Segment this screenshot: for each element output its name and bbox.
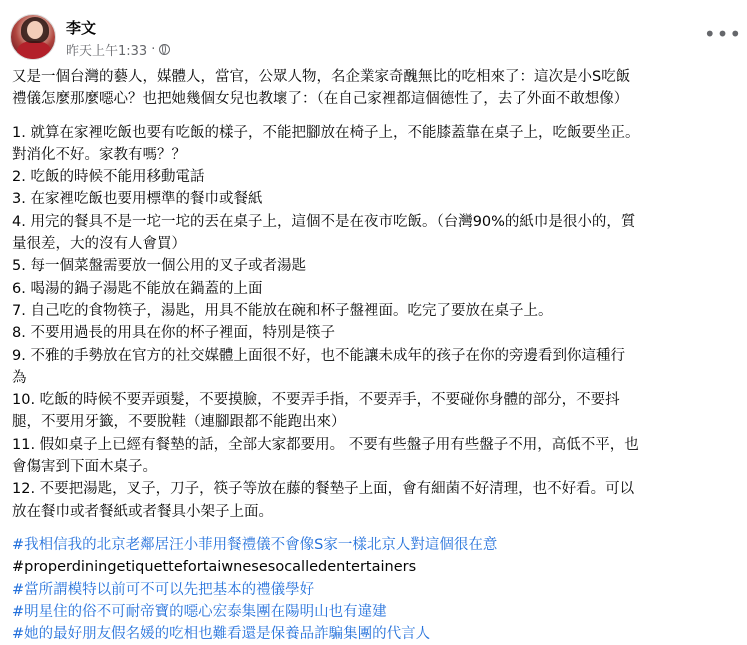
- list-item: 為: [12, 369, 27, 386]
- text-line: 禮儀怎麼那麼噁心？也把她幾個女兒也教壞了：（在自己家裡都這個德性了，去了外面不敢想像）: [12, 91, 629, 108]
- list-item: 3. 在家裡吃飯也要用標準的餐巾或餐紙: [12, 191, 263, 208]
- list-item: 12. 不要把湯匙，叉子，刀子，筷子等放在藤的餐墊子上面，會有細菌不好清理，也不好看。可以: [12, 481, 635, 498]
- post-header: [10, 8, 743, 64]
- list-item: 11. 假如桌子上已經有餐墊的話，全部大家都要用。 不要有些盤子用有些盤子不用，高低不平，也: [12, 436, 639, 453]
- hashtag-link[interactable]: #明星住的俗不可耐帝寶的噁心宏泰集團在陽明山也有違建: [12, 603, 387, 620]
- list-item: 10. 吃飯的時候不要弄頭髮，不要摸臉，不要弄手指，不要弄手，不要碰你身體的部分，不要抖: [12, 392, 620, 409]
- list-item: 量很差，大的沒有人會買）: [12, 236, 186, 253]
- rules-list: [12, 122, 732, 523]
- hashtag-text: #properdiningetiquettefortaiwnesesocalledentertainers: [12, 559, 417, 576]
- meta-separator: ·: [151, 42, 156, 57]
- hashtag-link[interactable]: #她的最好朋友假名媛的吃相也難看還是保養品詐騙集團的代言人: [12, 626, 431, 643]
- list-item: 1. 就算在家裡吃飯也要有吃飯的樣子，不能把腳放在椅子上，不能膝蓋靠在桌子上，吃飯要坐正。: [12, 124, 640, 141]
- list-item: 6. 喝湯的鍋子湯匙不能放在鍋蓋的上面: [12, 280, 263, 297]
- ellipsis-icon[interactable]: •••: [703, 22, 743, 46]
- list-item: 4. 用完的餐具不是一坨一坨的丟在桌子上，這個不是在夜市吃飯。（台灣90%的紙巾是很小的，質: [12, 213, 636, 230]
- post-body: [12, 66, 732, 645]
- intro-paragraph: [12, 66, 732, 111]
- hashtag-list: [12, 534, 732, 645]
- text-line: 又是一個台灣的藝人，媒體人，當官，公眾人物，名企業家奇醜無比的吃相來了：這次是小S吃飯: [12, 69, 631, 85]
- hashtag-link[interactable]: #當所謂模特以前可不可以先把基本的禮儀學好: [12, 581, 315, 598]
- author-name[interactable]: 李文: [66, 19, 97, 37]
- hashtag-link[interactable]: #我相信我的北京老鄰居汪小菲用餐禮儀不會像S家一樣北京人對這個很在意: [12, 536, 498, 553]
- list-item: 7. 自己吃的食物筷子，湯匙，用具不能放在碗和杯子盤裡面。吃完了要放在桌子上。: [12, 302, 553, 319]
- list-item: 8. 不要用過長的用具在你的杯子裡面，特別是筷子: [12, 325, 335, 342]
- list-item: 5. 每一個菜盤需要放一個公用的叉子或者湯匙: [12, 258, 306, 275]
- post-timestamp[interactable]: 昨天上午1:33: [66, 44, 148, 59]
- list-item: 2. 吃飯的時候不能用移動電話: [12, 169, 205, 186]
- list-item: 9. 不雅的手勢放在官方的社交媒體上面很不好，也不能讓未成年的孩子在你的旁邊看到你這種行: [12, 347, 625, 364]
- author-avatar[interactable]: [10, 14, 56, 60]
- list-item: 放在餐巾或者餐紙或者餐具小架子上面。: [12, 503, 273, 520]
- list-item: 腿，不要用牙籤，不要脫鞋（連腳跟都不能跑出來）: [12, 414, 346, 431]
- globe-icon[interactable]: [159, 44, 170, 55]
- post-meta: [66, 40, 170, 59]
- list-item: 會傷害到下面木桌子。: [12, 459, 157, 476]
- list-item: 對消化不好。家教有嗎？？: [12, 146, 186, 163]
